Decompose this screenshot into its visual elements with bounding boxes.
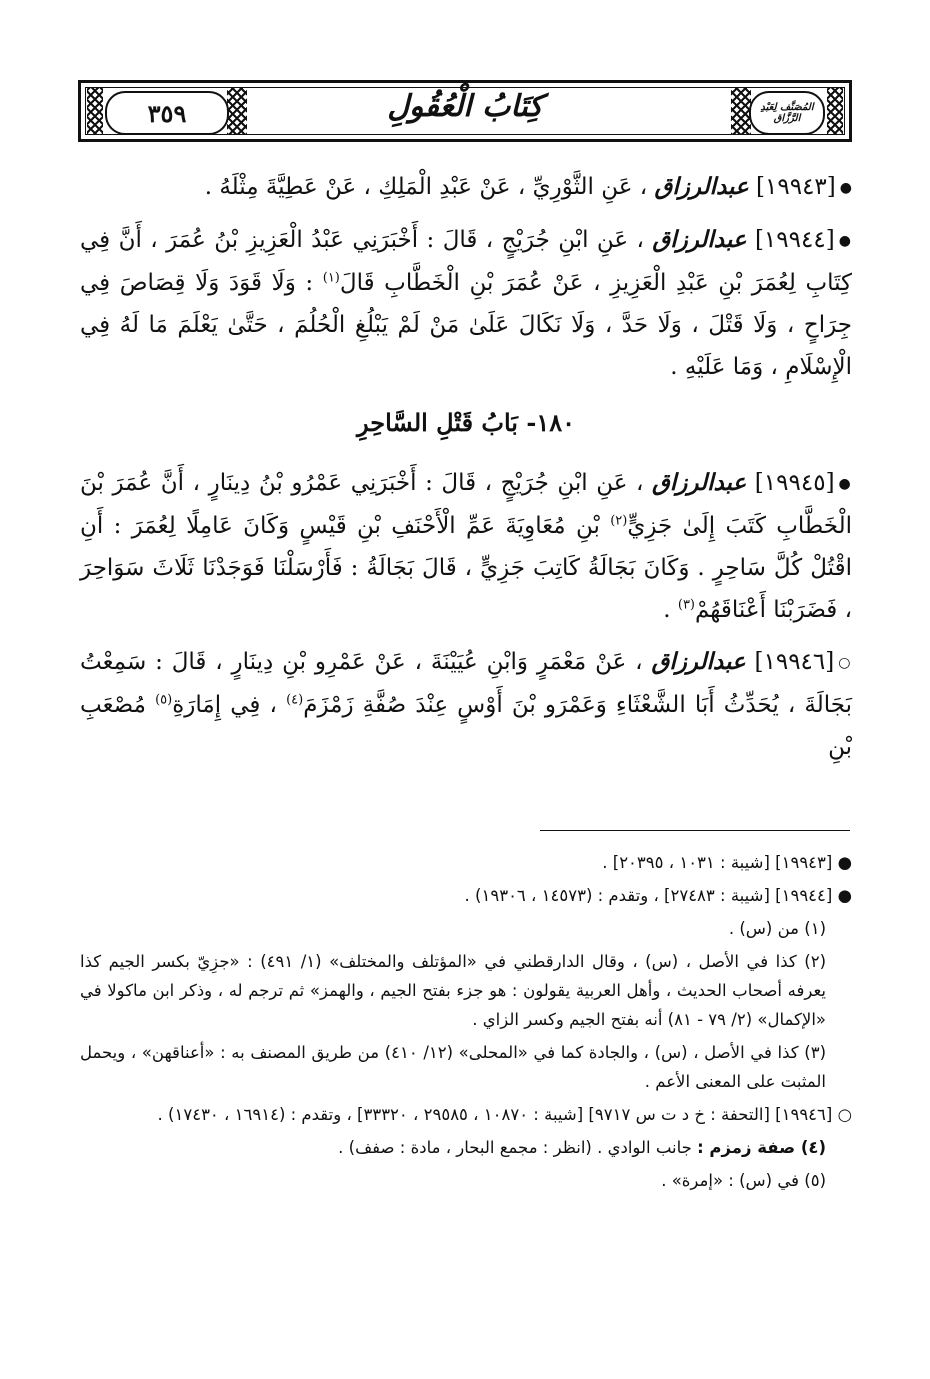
author-name: عبدالرزاق	[651, 648, 746, 675]
hadith-number: [١٩٩٤٦]	[754, 649, 835, 675]
footnote-term: (٤) صفة زمزم :	[697, 1138, 826, 1157]
hadith-number: [١٩٩٤٤]	[754, 227, 835, 253]
footnotes	[80, 848, 852, 1199]
footnote-ref: (٢)	[610, 513, 628, 529]
footnote-note: (٥) في (س) : «إمرة» .	[661, 1171, 826, 1190]
header-ornament-left-inner	[227, 87, 247, 135]
footnote-source: ● [١٩٩٤٣] [شيبة : ١٠٣١ ، ٢٠٣٩٥] .	[602, 853, 852, 872]
author-name: عبدالرزاق	[652, 226, 747, 253]
hadith-paragraph	[80, 641, 852, 768]
hadith-text: ، عَنِ الثَّوْرِيِّ ، عَنْ عَبْدِ الْمَلِكِ ، عَنْ عَطِيَّةَ مِثْلَهُ .	[204, 174, 648, 200]
footnote-source: ○ [١٩٩٤٦] [التحفة : خ د ت س ٩٧١٧] [شيبة : ١٠٨٧٠ ، ٢٩٥٨٥ ، ٣٣٣٢٠] ، وتقدم : (١٦٩١٤ ، ١٧٤٣٠) .	[157, 1105, 852, 1124]
hadith-text: .	[663, 597, 671, 623]
footnote-note	[80, 1133, 852, 1162]
footnote-ref: (٣)	[677, 597, 695, 613]
hadith-number: [١٩٩٤٣]	[756, 174, 836, 200]
page-header	[78, 80, 852, 142]
header-ornament-right-inner	[731, 87, 751, 135]
bullet-filled-icon: ●	[838, 233, 852, 249]
hadith-text: ، عَنْ مَعْمَرٍ وَابْنِ عُيَيْنَةَ ، عَنْ عَمْرِو بْنِ دِينَارٍ ، قَالَ : سَمِعْتُ بَجَالَةَ ، يُحَدِّثُ أَبَا الشَّعْثَاءِ وَعَمْرَو بْنَ أَوْسٍ عِنْدَ صُفَّةِ زَمْزَمَ	[80, 649, 852, 718]
footnote-divider	[540, 830, 850, 831]
footnote-note: (١) من (س) .	[728, 919, 826, 938]
hadith-text: بْنِ مُعَاوِيَةَ عَمِّ الْأَحْنَفِ بْنِ قَيْسٍ وَكَانَ عَامِلًا لِعُمَرَ : أَنِ اقْتُلْ كُلَّ سَاحِرٍ . وَكَانَ بَجَالَةُ كَاتِبَ جَزِيٍّ ، قَالَ بَجَالَةُ : فَأَرْسَلْنَا فَوَجَدْنَا ثَلَاثَ سَوَاحِرَ ، فَضَرَبْنَا أَعْنَاقَهُمْ	[80, 513, 852, 623]
header-ornament-left	[87, 87, 103, 135]
hadith-text: ، عَنِ ابْنِ جُرَيْجٍ ، قَالَ : أَخْبَرَنِي عَبْدُ الْعَزِيزِ بْنُ عُمَرَ ، أَنَّ فِي كِتَابِ لِعُمَرَ بْنِ عَبْدِ الْعَزِيزِ ، عَنْ عُمَرَ بْنِ الْخَطَّابِ قَالَ	[80, 227, 853, 296]
hadith-number: [١٩٩٤٥]	[754, 470, 835, 496]
footnote-note: (٣) كذا في الأصل ، (س) ، والجادة كما في «المحلى» (١٢/ ٤١٠) من طريق المصنف به : «أعناقهن» ، ويحمل المثبت على المعنى الأعم .	[80, 1043, 826, 1091]
bullet-filled-icon: ●	[839, 180, 852, 196]
author-name: عبدالرزاق	[652, 469, 747, 496]
header-ornament-right	[827, 87, 843, 135]
hadith-paragraph	[80, 462, 852, 631]
book-title: كِتَابُ الْعُقُولِ	[387, 89, 543, 124]
bullet-filled-icon: ●	[838, 476, 853, 492]
hadith-text: مُصْعَبِ بْنِ	[80, 692, 852, 760]
hadith-text: ، عَنِ ابْنِ جُرَيْجٍ ، قَالَ : أَخْبَرَنِي عَمْرُو بْنُ دِينَارٍ ، أَنَّ عُمَرَ بْنَ الْخَطَّابِ كَتَبَ إِلَىٰ جَزِيٍّ	[80, 470, 853, 539]
author-name: عبدالرزاق	[654, 173, 749, 200]
page-number-badge	[105, 91, 229, 135]
footnote-definition: جانب الوادي . (انظر : مجمع البحار ، مادة : صفف) .	[338, 1138, 692, 1157]
hadith-text: : وَلَا قَوَدَ وَلَا قِصَاصَ فِي جِرَاحٍ ، وَلَا قَتْلَ ، وَلَا حَدَّ ، وَلَا نَكَالَ عَلَىٰ مَنْ لَمْ يَبْلُغِ الْحُلُمَ ، حَتَّىٰ يَعْلَمَ مَا لَهُ فِي الْإِسْلَامِ ، وَمَا عَلَيْهِ .	[80, 270, 852, 380]
footnote-note: (٢) كذا في الأصل ، (س) ، وقال الدارقطني في «المؤتلف والمختلف» (١/ ٤٩١) : «جزِيّ بكسر الجيم كذا يعرفه أصحاب الحديث ، وأهل العربية يقولون : هو جزء بفتح الجيم ، والهمز» ثم ترجم له ، وذكر ابن ماكولا في «الإكمال» (٢/ ٧٩ - ٨١) أنه بفتح الجيم وكسر الزاي .	[80, 952, 826, 1029]
footnote-ref: (٤)	[286, 692, 304, 708]
hadith-paragraph	[80, 166, 852, 209]
footnote-source: ● [١٩٩٤٤] [شيبة : ٢٧٤٨٣] ، وتقدم : (١٤٥٧٣ ، ١٩٣٠٦) .	[464, 886, 852, 905]
hadith-text: ، فِي إِمَارَةِ	[172, 692, 277, 718]
footnote-ref: (٥)	[155, 692, 173, 708]
bullet-hollow-icon: ○	[838, 655, 853, 671]
chapter-heading: ١٨٠- بَابُ قَتْلِ السَّاحِرِ	[357, 408, 575, 437]
publisher-logo	[749, 91, 825, 135]
footnote-ref: (١)	[322, 270, 340, 286]
hadith-paragraph	[80, 219, 852, 388]
publisher-logo-text: المُصَنَّف لِعَبْدِ الرَّزَّاق	[760, 102, 814, 124]
main-text	[80, 166, 852, 778]
page-number: ٣٥٩	[147, 98, 187, 128]
